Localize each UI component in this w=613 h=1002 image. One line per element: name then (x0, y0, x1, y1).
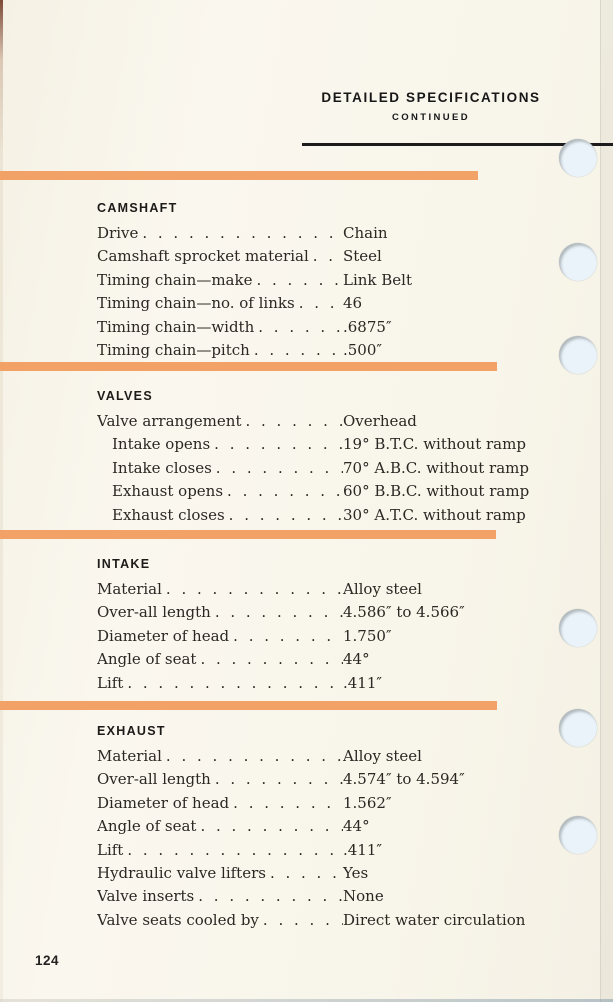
spec-value: .6875″ (343, 317, 392, 336)
spec-value: .500″ (343, 341, 383, 360)
dot-leader (266, 862, 343, 885)
dot-leader (138, 222, 343, 245)
spec-label: Intake closes (112, 458, 212, 477)
spec-label-cell (97, 648, 343, 671)
dot-leader (309, 245, 343, 268)
spec-label-cell (97, 815, 343, 838)
spec-value: 46 (343, 294, 363, 313)
dot-leader (162, 745, 343, 768)
spec-row (97, 601, 583, 624)
spec-value: 44° (343, 650, 370, 669)
spec-label: Timing chain—make (97, 270, 253, 289)
spec-value: Link Belt (343, 270, 413, 289)
spec-label-cell (97, 839, 343, 862)
spec-row (97, 792, 583, 815)
page-right-edge-area (601, 0, 613, 1002)
spec-label-cell (97, 410, 343, 433)
spec-value: Overhead (343, 412, 417, 430)
spec-label: Diameter of head (97, 626, 230, 645)
dot-leader (211, 601, 343, 624)
dot-leader (223, 480, 343, 503)
section-heading: VALVES (97, 389, 153, 403)
section-intake (97, 557, 583, 695)
spec-label-cell (97, 672, 343, 695)
dot-leader (241, 410, 343, 433)
dot-leader (194, 885, 343, 908)
spec-label-cell (97, 578, 343, 601)
spec-row (97, 815, 583, 838)
spec-value: 4.574″ to 4.594″ (343, 770, 465, 789)
spec-label-cell (97, 269, 343, 292)
spec-value: Chain (343, 224, 388, 242)
punch-hole (559, 139, 597, 177)
dot-leader (225, 504, 343, 527)
spec-label: Valve seats cooled by (97, 910, 259, 929)
dot-leader (123, 839, 343, 862)
page-title: DETAILED SPECIFICATIONS (321, 90, 541, 105)
section-divider-bar (0, 530, 496, 539)
spec-label: Lift (97, 673, 124, 692)
spec-label: Material (97, 580, 162, 598)
spec-row (97, 648, 583, 671)
spec-value: 70° A.B.C. without ramp (343, 458, 529, 477)
spec-label: Drive (97, 224, 139, 242)
spec-label: Hydraulic valve lifters (97, 864, 266, 883)
dot-leader (295, 292, 343, 315)
spec-row (97, 433, 583, 456)
spec-row (97, 745, 583, 768)
spec-label-cell (97, 292, 343, 315)
spec-label-cell (97, 480, 343, 503)
section-camshaft (97, 201, 583, 362)
spec-label: Valve inserts (97, 887, 195, 906)
dot-leader (254, 316, 343, 339)
spec-row (97, 909, 583, 932)
spec-value: .411″ (343, 840, 383, 859)
spec-value: Direct water circulation (343, 910, 526, 929)
spec-label: Camshaft sprocket material (97, 247, 309, 266)
spec-label-cell (97, 862, 343, 885)
spec-label: Diameter of head (97, 793, 230, 812)
section-divider-bar (0, 362, 497, 371)
spec-label: Intake opens (112, 435, 211, 454)
dot-leader (210, 433, 343, 456)
section-heading: CAMSHAFT (97, 201, 178, 215)
page-header (300, 90, 562, 123)
spec-row (97, 578, 583, 601)
spec-label-cell (97, 909, 343, 932)
spec-row (97, 457, 583, 480)
dot-leader (196, 815, 343, 838)
page-right-edge-line (600, 0, 601, 1002)
spec-row (97, 269, 583, 292)
spec-row (97, 339, 583, 362)
spec-value: Alloy steel (343, 580, 422, 598)
spec-value: 19° B.T.C. without ramp (343, 435, 526, 454)
spec-label: Timing chain—width (97, 317, 255, 336)
spec-value: 4.586″ to 4.566″ (343, 603, 465, 622)
punch-hole (559, 816, 597, 854)
section-valves (97, 389, 583, 527)
spec-label-cell (97, 457, 343, 480)
section-divider-bar (0, 701, 497, 710)
page-left-edge (0, 0, 3, 1002)
spec-label-cell (97, 316, 343, 339)
spec-label-cell (97, 339, 343, 362)
punch-hole (559, 609, 597, 647)
spec-label-cell (97, 601, 343, 624)
spec-row (97, 839, 583, 862)
dot-leader (162, 578, 343, 601)
punch-hole (559, 336, 597, 374)
spec-value: 1.562″ (343, 793, 392, 812)
spec-value: Steel (343, 247, 382, 266)
section-exhaust (97, 724, 583, 932)
spec-label-cell (97, 885, 343, 908)
spec-rows (97, 410, 583, 527)
spec-row (97, 480, 583, 503)
spec-label: Timing chain—pitch (97, 341, 250, 360)
dot-leader (229, 625, 343, 648)
spec-row (97, 316, 583, 339)
spec-value: 1.750″ (343, 626, 392, 645)
spec-label: Angle of seat (97, 817, 197, 836)
punch-hole (559, 243, 597, 281)
spec-label: Over-all length (97, 603, 211, 622)
spec-label: Valve arrangement (97, 412, 242, 430)
spec-label: Lift (97, 840, 124, 859)
spec-label-cell (97, 245, 343, 268)
spec-label-cell (97, 792, 343, 815)
dot-leader (250, 339, 343, 362)
spec-label: Material (97, 747, 162, 765)
section-heading: INTAKE (97, 557, 151, 571)
spec-label: Exhaust opens (112, 482, 224, 501)
spec-row (97, 410, 583, 433)
spec-value: .411″ (343, 673, 383, 692)
spec-label: Over-all length (97, 770, 211, 789)
spec-row (97, 768, 583, 791)
spec-row (97, 245, 583, 268)
spec-value: 30° A.T.C. without ramp (343, 505, 526, 524)
spec-label-cell (97, 222, 343, 245)
spec-label: Timing chain—no. of links (97, 294, 295, 313)
spec-value: 44° (343, 817, 370, 836)
spec-value: 60° B.B.C. without ramp (343, 482, 530, 501)
spec-row (97, 862, 583, 885)
dot-leader (196, 648, 343, 671)
spec-label: Angle of seat (97, 650, 197, 669)
spec-label-cell (97, 768, 343, 791)
spec-row (97, 885, 583, 908)
spec-rows (97, 222, 583, 362)
dot-leader (212, 457, 343, 480)
page-subtitle: CONTINUED (391, 112, 471, 123)
spec-row (97, 504, 583, 527)
page-number: 124 (35, 953, 60, 968)
dot-leader (211, 768, 343, 791)
spec-rows (97, 578, 583, 695)
spec-label-cell (97, 745, 343, 768)
spec-label: Exhaust closes (112, 505, 225, 524)
spec-value: None (343, 887, 384, 906)
spec-label-cell (97, 433, 343, 456)
spec-rows (97, 745, 583, 932)
dot-leader (252, 269, 343, 292)
section-divider-bar (0, 171, 478, 180)
spec-row (97, 625, 583, 648)
spec-label-cell (97, 504, 343, 527)
spec-label-cell (97, 625, 343, 648)
dot-leader (259, 909, 343, 932)
spec-row (97, 222, 583, 245)
punch-hole (559, 709, 597, 747)
spec-row (97, 672, 583, 695)
spec-value: Alloy steel (343, 747, 422, 765)
spec-row (97, 292, 583, 315)
dot-leader (123, 672, 343, 695)
section-heading: EXHAUST (97, 724, 166, 738)
spec-value: Yes (343, 864, 369, 883)
dot-leader (229, 792, 343, 815)
